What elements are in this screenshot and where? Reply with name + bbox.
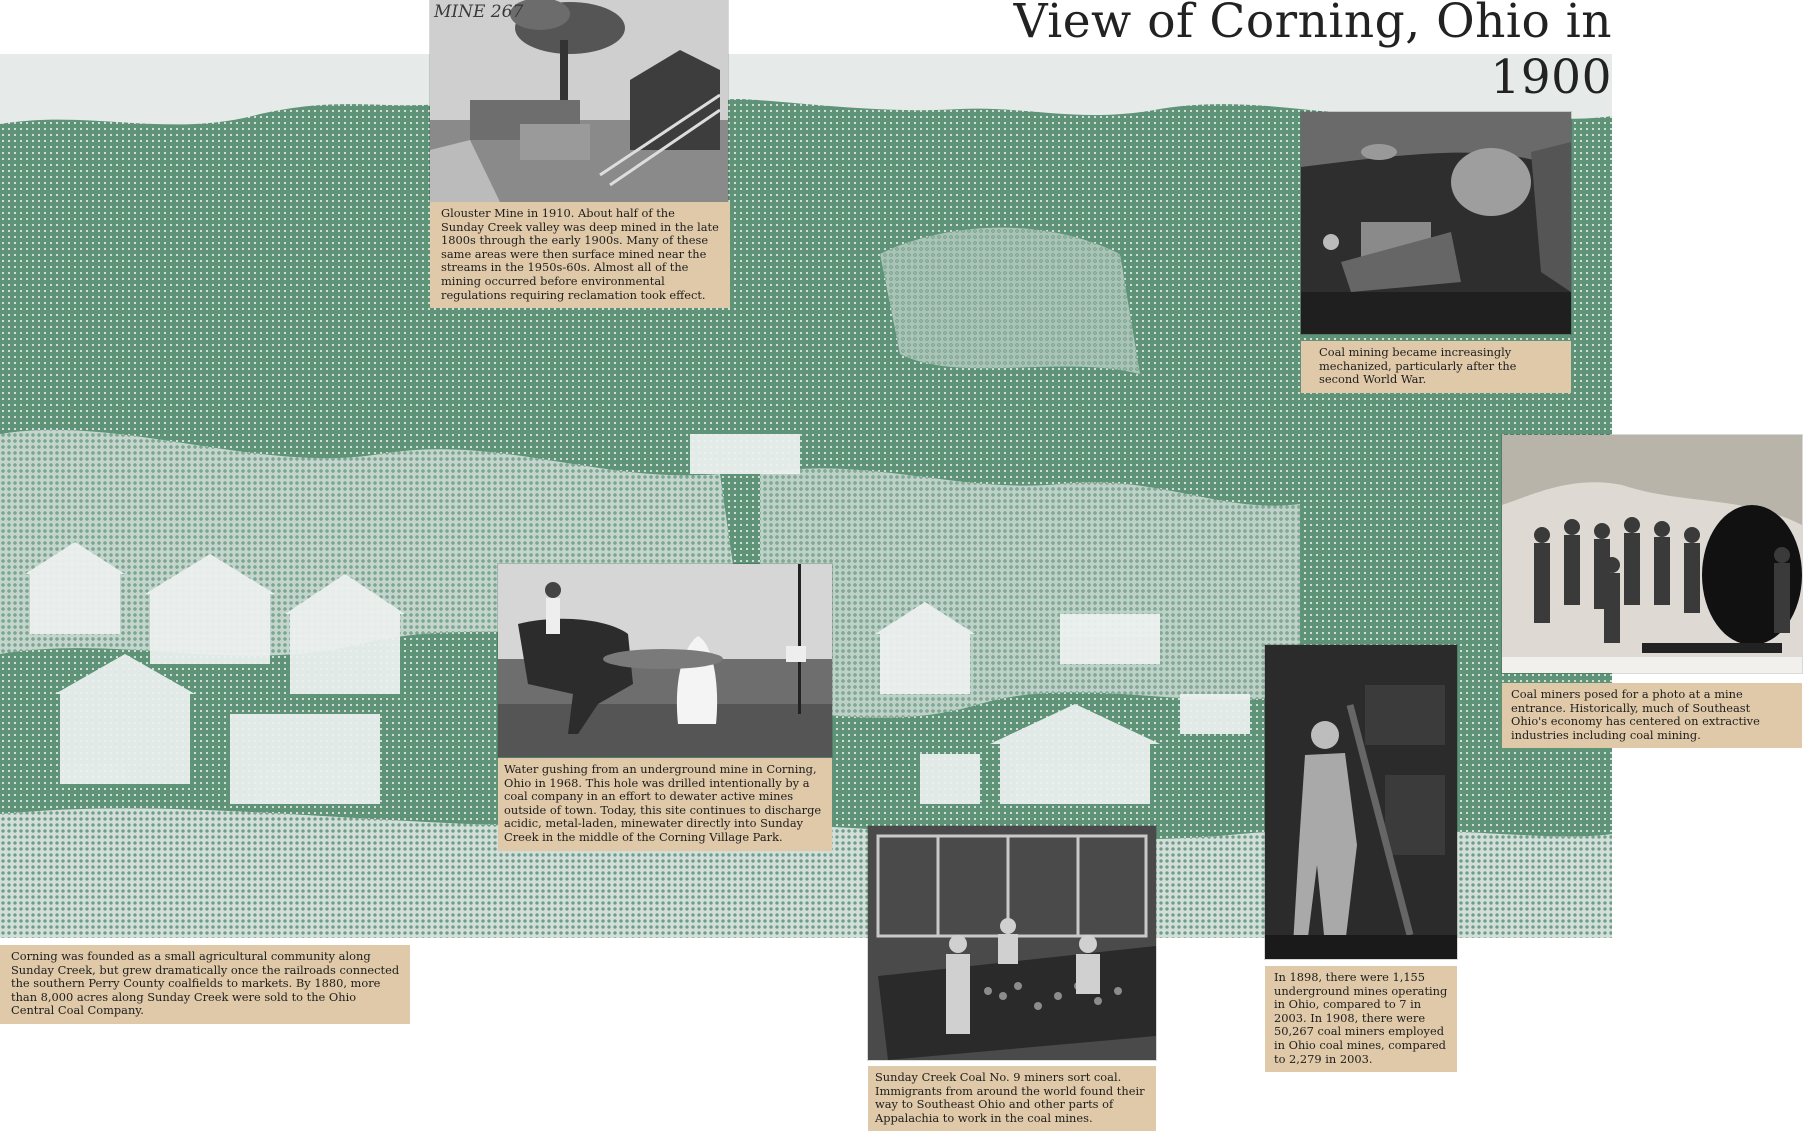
water-gushing-caption: Water gushing from an underground mine in Corning, Ohio in 1968. This hole was drilled intentionally by a coal company in an effort to dewater active mines outside of town. Today, this site continues to discharge acidic, metal-laden, minewater directly into Sunday Creek in the middle of the Corning Village Park. [498, 758, 832, 851]
miner-portrait-caption: In 1898, there were 1,155 underground mines operating in Ohio, compared to 7 in 2003. In 1908, there were 50,267 coal miners employed in Ohio coal mines, compared to 2,279 in 2003. [1265, 966, 1457, 1072]
mechanized-mining-photo [1301, 112, 1571, 334]
mechanized-mining-caption: Coal mining became increasingly mechanized, particularly after the second World War. [1301, 341, 1571, 393]
miner-portrait-photo [1265, 645, 1457, 959]
water-gushing-photo [498, 564, 832, 757]
coal-sorting-photo [868, 826, 1156, 1060]
mine-entrance-photo [1502, 435, 1802, 673]
mine-number-handwriting: MINE 267 [434, 2, 524, 22]
page-title: View of Corning, Ohio in 1900 [1013, 0, 1612, 105]
glouster-mine-caption: Glouster Mine in 1910. About half of the Sunday Creek valley was deep mined in the late 1800s through the early 1900s. Many of these same areas were then surface mined near the streams in the 1950s-60s. Almost all of the mining occurred before environmental regulations requiring reclamation took effect. [430, 202, 730, 308]
intro-caption: Corning was founded as a small agricultural community along Sunday Creek, but grew dramatically once the railroads connected the southern Perry County coalfields to markets. By 1880, more than 8,000 acres along Sunday Creek were sold to the Ohio Central Coal Company. [0, 945, 410, 1024]
glouster-mine-photo [430, 0, 728, 202]
coal-sorting-caption: Sunday Creek Coal No. 9 miners sort coal. Immigrants from around the world found their way to Southeast Ohio and other parts of Appalachia to work in the coal mines. [868, 1066, 1156, 1131]
mine-entrance-caption: Coal miners posed for a photo at a mine entrance. Historically, much of Southeast Ohio's economy has centered on extractive industries including coal mining. [1502, 683, 1802, 748]
